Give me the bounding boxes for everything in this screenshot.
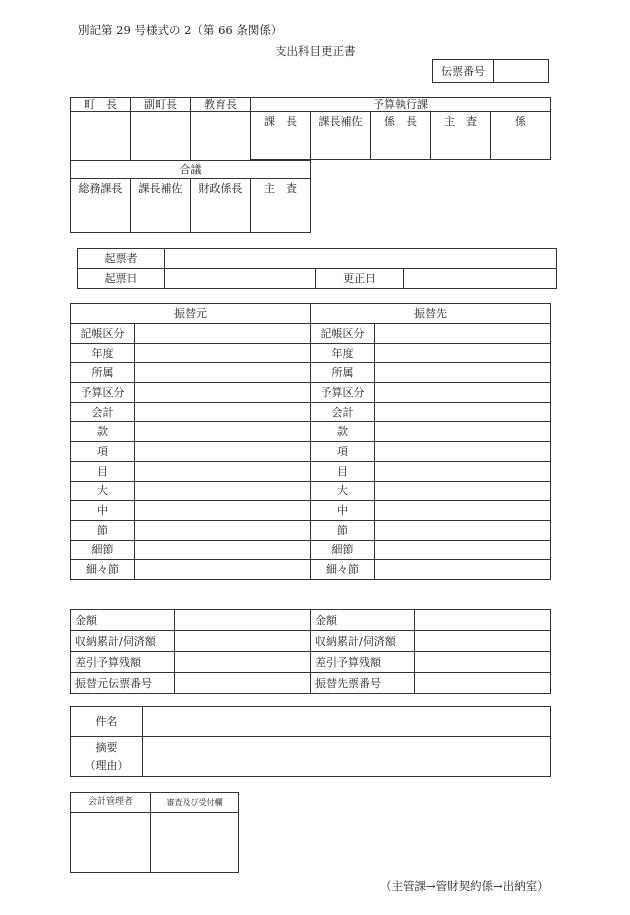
correction-date-label: 更正日 xyxy=(316,269,404,289)
transfer-from-field[interactable] xyxy=(135,402,311,422)
transfer-to-label: 款 xyxy=(311,422,375,442)
approver-label-mayor: 町 長 xyxy=(71,98,131,112)
transfer-to-label: 目 xyxy=(311,461,375,481)
transfer-row xyxy=(71,442,551,462)
amount-right-label: 振替先票番号 xyxy=(311,673,415,694)
transfer-from-field[interactable] xyxy=(135,363,311,383)
amount-right-label: 差引予算残額 xyxy=(311,652,415,673)
subject-name-field[interactable] xyxy=(143,707,551,737)
stamp-box-superintendent[interactable] xyxy=(191,112,251,161)
amount-row xyxy=(71,610,551,631)
correction-date-field[interactable] xyxy=(404,269,557,289)
stamp-box-budget-staff[interactable] xyxy=(491,112,551,160)
transfer-to-field[interactable] xyxy=(375,402,551,422)
transfer-to-label: 大 xyxy=(311,481,375,501)
transfer-from-label: 年度 xyxy=(71,343,135,363)
transfer-from-label: 細節 xyxy=(71,540,135,560)
transfer-to-field[interactable] xyxy=(375,540,551,560)
transfer-from-label: 節 xyxy=(71,520,135,540)
amount-row xyxy=(71,673,551,694)
transfer-from-header: 振替元 xyxy=(71,304,311,324)
transfer-from-field[interactable] xyxy=(135,383,311,403)
transfer-from-field[interactable] xyxy=(135,520,311,540)
transfer-from-field[interactable] xyxy=(135,442,311,462)
transfer-row xyxy=(71,481,551,501)
routing-note: （主管課→管財契約係→出納室） xyxy=(380,879,549,893)
stamp-box-budget-section-chief[interactable] xyxy=(371,112,431,160)
slip-number-label: 伝票番号 xyxy=(433,60,494,83)
transfer-to-label: 細節 xyxy=(311,540,375,560)
transfer-to-field[interactable] xyxy=(375,560,551,580)
transfer-from-label: 予算区分 xyxy=(71,383,135,403)
subject-summary-cell xyxy=(71,737,143,777)
amount-left-label: 振替元伝票番号 xyxy=(71,673,175,694)
transfer-from-field[interactable] xyxy=(135,422,311,442)
consult-assistant-label: 課長補佐 xyxy=(138,182,183,195)
budget-chief-label: 課 長 xyxy=(264,115,297,128)
transfer-from-field[interactable] xyxy=(135,343,311,363)
transfer-to-field[interactable] xyxy=(375,422,551,442)
transfer-row xyxy=(71,422,551,442)
transfer-to-label: 会計 xyxy=(311,402,375,422)
draft-date-field[interactable] xyxy=(165,269,316,289)
amounts-table xyxy=(70,609,551,694)
transfer-from-label: 款 xyxy=(71,422,135,442)
transfer-to-field[interactable] xyxy=(375,363,551,383)
amount-left-label: 差引予算残額 xyxy=(71,652,175,673)
amount-right-field[interactable] xyxy=(415,610,551,631)
form-number: 別記第 29 号様式の 2（第 66 条関係） xyxy=(78,23,283,37)
subject-table xyxy=(70,706,551,777)
transfer-row xyxy=(71,501,551,521)
subject-summary-field[interactable] xyxy=(143,737,551,777)
amount-right-label: 収納累計/伺済額 xyxy=(311,631,415,652)
transfer-to-label: 記帳区分 xyxy=(311,324,375,344)
receipt-table xyxy=(70,792,239,873)
transfer-to-header: 振替先 xyxy=(311,304,551,324)
amount-left-field[interactable] xyxy=(175,673,311,694)
audit-stamp-box[interactable] xyxy=(151,813,239,873)
slip-number-table xyxy=(432,59,549,83)
stamp-box-consult-inspector[interactable] xyxy=(251,179,311,233)
approval-table xyxy=(70,97,551,233)
amount-right-field[interactable] xyxy=(415,652,551,673)
transfer-to-label: 細々節 xyxy=(311,560,375,580)
audit-label: 審査及び受付欄 xyxy=(151,793,239,813)
approver-label-superintendent: 教育長 xyxy=(191,98,251,112)
transfer-row xyxy=(71,383,551,403)
budget-inspector-label: 主 査 xyxy=(444,115,477,128)
transfer-to-label: 項 xyxy=(311,442,375,462)
subject-reason-label: （理由） xyxy=(84,758,129,772)
stamp-box-deputy-mayor[interactable] xyxy=(131,112,191,161)
transfer-to-label: 節 xyxy=(311,520,375,540)
stamp-box-budget-inspector[interactable] xyxy=(431,112,491,160)
accountant-stamp-box[interactable] xyxy=(71,813,151,873)
stamp-box-budget-assistant[interactable] xyxy=(311,112,371,160)
transfer-to-label: 年度 xyxy=(311,343,375,363)
transfer-row xyxy=(71,461,551,481)
slip-number-field[interactable] xyxy=(494,60,549,83)
general-affairs-label: 総務課長 xyxy=(78,182,123,195)
amount-left-field[interactable] xyxy=(175,610,311,631)
transfer-from-label: 大 xyxy=(71,481,135,501)
transfer-to-field[interactable] xyxy=(375,481,551,501)
amount-row xyxy=(71,652,551,673)
amount-right-field[interactable] xyxy=(415,673,551,694)
amount-right-field[interactable] xyxy=(415,631,551,652)
accountant-label: 会計管理者 xyxy=(71,793,151,813)
stamp-box-mayor[interactable] xyxy=(71,112,131,161)
budget-dept-label: 予算執行課 xyxy=(251,98,551,112)
transfer-row xyxy=(71,363,551,383)
amount-left-field[interactable] xyxy=(175,652,311,673)
transfer-table xyxy=(70,303,551,580)
transfer-row xyxy=(71,343,551,363)
transfer-from-field[interactable] xyxy=(135,540,311,560)
transfer-row xyxy=(71,324,551,344)
finance-chief-label: 財政係長 xyxy=(198,182,243,195)
stamp-box-consult-assistant[interactable] xyxy=(131,179,191,233)
transfer-to-field[interactable] xyxy=(375,520,551,540)
stamp-box-general-affairs[interactable] xyxy=(71,179,131,233)
transfer-to-field[interactable] xyxy=(375,324,551,344)
amount-right-label: 金額 xyxy=(311,610,415,631)
transfer-to-label: 予算区分 xyxy=(311,383,375,403)
consult-inspector-label: 主 査 xyxy=(264,182,297,195)
transfer-from-label: 細々節 xyxy=(71,560,135,580)
subject-name-label: 件名 xyxy=(71,707,143,737)
transfer-from-label: 所属 xyxy=(71,363,135,383)
transfer-to-field[interactable] xyxy=(375,501,551,521)
consult-label: 合議 xyxy=(71,161,311,179)
transfer-row xyxy=(71,402,551,422)
transfer-row xyxy=(71,520,551,540)
transfer-from-label: 項 xyxy=(71,442,135,462)
drafter-table xyxy=(77,248,557,289)
transfer-from-field[interactable] xyxy=(135,501,311,521)
draft-date-label: 起票日 xyxy=(78,269,165,289)
transfer-from-field[interactable] xyxy=(135,324,311,344)
drafter-label: 起票者 xyxy=(78,249,165,269)
transfer-to-field[interactable] xyxy=(375,383,551,403)
transfer-to-field[interactable] xyxy=(375,461,551,481)
transfer-from-field[interactable] xyxy=(135,461,311,481)
subject-summary-label: 摘要 xyxy=(95,740,118,754)
budget-staff-label: 係 xyxy=(515,115,527,128)
transfer-from-label: 記帳区分 xyxy=(71,324,135,344)
transfer-to-field[interactable] xyxy=(375,343,551,363)
transfer-to-label: 所属 xyxy=(311,363,375,383)
transfer-row xyxy=(71,560,551,580)
drafter-field[interactable] xyxy=(165,249,557,269)
amount-left-field[interactable] xyxy=(175,631,311,652)
amount-left-label: 収納累計/伺済額 xyxy=(71,631,175,652)
transfer-from-label: 会計 xyxy=(71,402,135,422)
transfer-from-field[interactable] xyxy=(135,481,311,501)
stamp-box-finance-chief[interactable] xyxy=(191,179,251,233)
transfer-from-label: 中 xyxy=(71,501,135,521)
stamp-box-budget-chief[interactable] xyxy=(251,112,311,160)
transfer-from-label: 目 xyxy=(71,461,135,481)
amount-left-label: 金額 xyxy=(71,610,175,631)
approver-label-deputy-mayor: 副町長 xyxy=(131,98,191,112)
amount-row xyxy=(71,631,551,652)
page-title: 支出科目更正書 xyxy=(275,44,356,58)
transfer-row xyxy=(71,540,551,560)
transfer-to-label: 中 xyxy=(311,501,375,521)
budget-assistant-label: 課長補佐 xyxy=(318,115,363,128)
budget-section-chief-label: 係 長 xyxy=(384,115,417,128)
transfer-from-field[interactable] xyxy=(135,560,311,580)
transfer-to-field[interactable] xyxy=(375,442,551,462)
